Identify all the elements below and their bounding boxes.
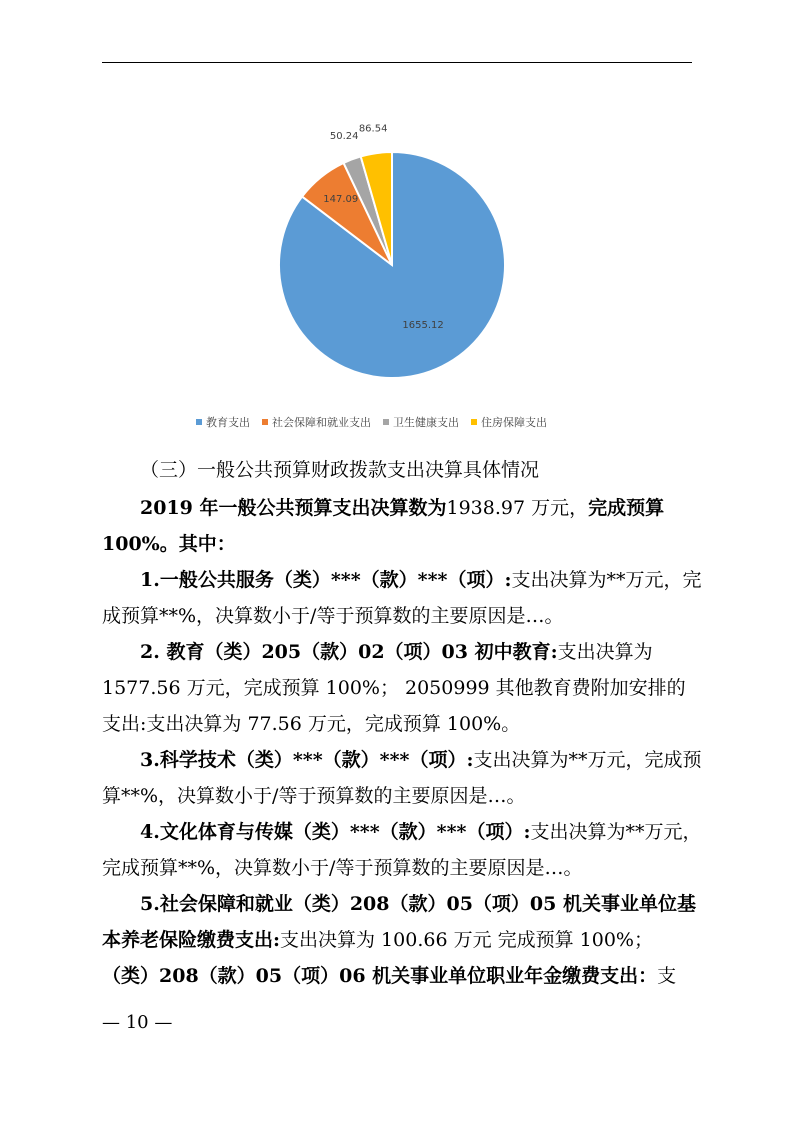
legend-item-1: [196, 414, 250, 430]
pie-chart-svg: [190, 123, 610, 440]
chart-legend: [196, 412, 616, 432]
page-number: — 10 —: [102, 1012, 173, 1033]
legend-item-4: [471, 414, 547, 430]
summary-normal: 1938.97 万元，: [446, 497, 589, 519]
legend-swatch-3: [383, 419, 389, 425]
summary-bold-a: 2019 年一般公共预算支出决算数为: [140, 497, 447, 519]
item-5-heading: 5.社会保障和就业（类）208（款）05（项）05 机关事业单位基本养老保险缴费支出:: [102, 893, 696, 951]
item-6-text: 支: [657, 965, 677, 987]
legend-item-3: [383, 414, 459, 430]
item-4-text: 支出决算为**万元，完成预算**%，决算数小于/等于预算数的主要原因是…。: [102, 821, 702, 879]
legend-swatch-1: [196, 419, 202, 425]
section-heading-text: （三）一般公共预算财政拨款支出决算具体情况: [140, 459, 540, 481]
item-1-heading: 1.一般公共服务（类）***（款）***（项）:: [140, 569, 512, 591]
header-rule: [102, 62, 692, 63]
legend-swatch-2: [262, 419, 268, 425]
item-2-text: 支出决算为 1577.56 万元，完成预算 100%； 2050999 其他教育费附加安排的支出:支出决算为 77.56 万元，完成预算 100%。: [102, 641, 686, 735]
item-3: [102, 742, 702, 814]
item-6: [102, 958, 702, 994]
summary-paragraph: [102, 490, 702, 562]
data-label-3: 50.24: [329, 130, 359, 142]
item-2-heading: 2. 教育（类）205（款）02（项）03 初中教育:: [140, 641, 558, 663]
item-2: [102, 634, 702, 742]
data-label-4: 86.54: [358, 123, 388, 135]
data-label-2: 147.09: [323, 193, 359, 205]
data-label-1: 1655.12: [402, 319, 444, 331]
legend-label-2: 社会保障和就业支出: [272, 416, 371, 429]
legend-label-3: 卫生健康支出: [393, 416, 459, 429]
item-4: [102, 814, 702, 886]
item-1: [102, 562, 702, 634]
legend-label-1: 教育支出: [206, 416, 250, 429]
summary-bold-b: 完成预算 100%。其中：: [102, 497, 665, 555]
legend-item-2: [262, 414, 371, 430]
item-5-text: 支出决算为 100.66 万元 完成预算 100%；: [280, 929, 653, 951]
item-1-text: 支出决算为**万元，完成预算**%，决算数小于/等于预算数的主要原因是…。: [102, 569, 702, 627]
section-heading: [102, 452, 702, 488]
pie-chart: [190, 123, 610, 440]
item-6-heading: （类）208（款）05（项）06 机关事业单位职业年金缴费支出：: [102, 965, 658, 987]
item-4-heading: 4.文化体育与传媒（类）***（款）***（项）:: [140, 821, 531, 843]
legend-swatch-4: [471, 419, 477, 425]
legend-label-4: 住房保障支出: [481, 416, 547, 429]
item-5: [102, 886, 702, 958]
item-3-heading: 3.科学技术（类）***（款）***（项）:: [140, 749, 474, 771]
item-3-text: 支出决算为**万元，完成预算**%，决算数小于/等于预算数的主要原因是…。: [102, 749, 702, 807]
